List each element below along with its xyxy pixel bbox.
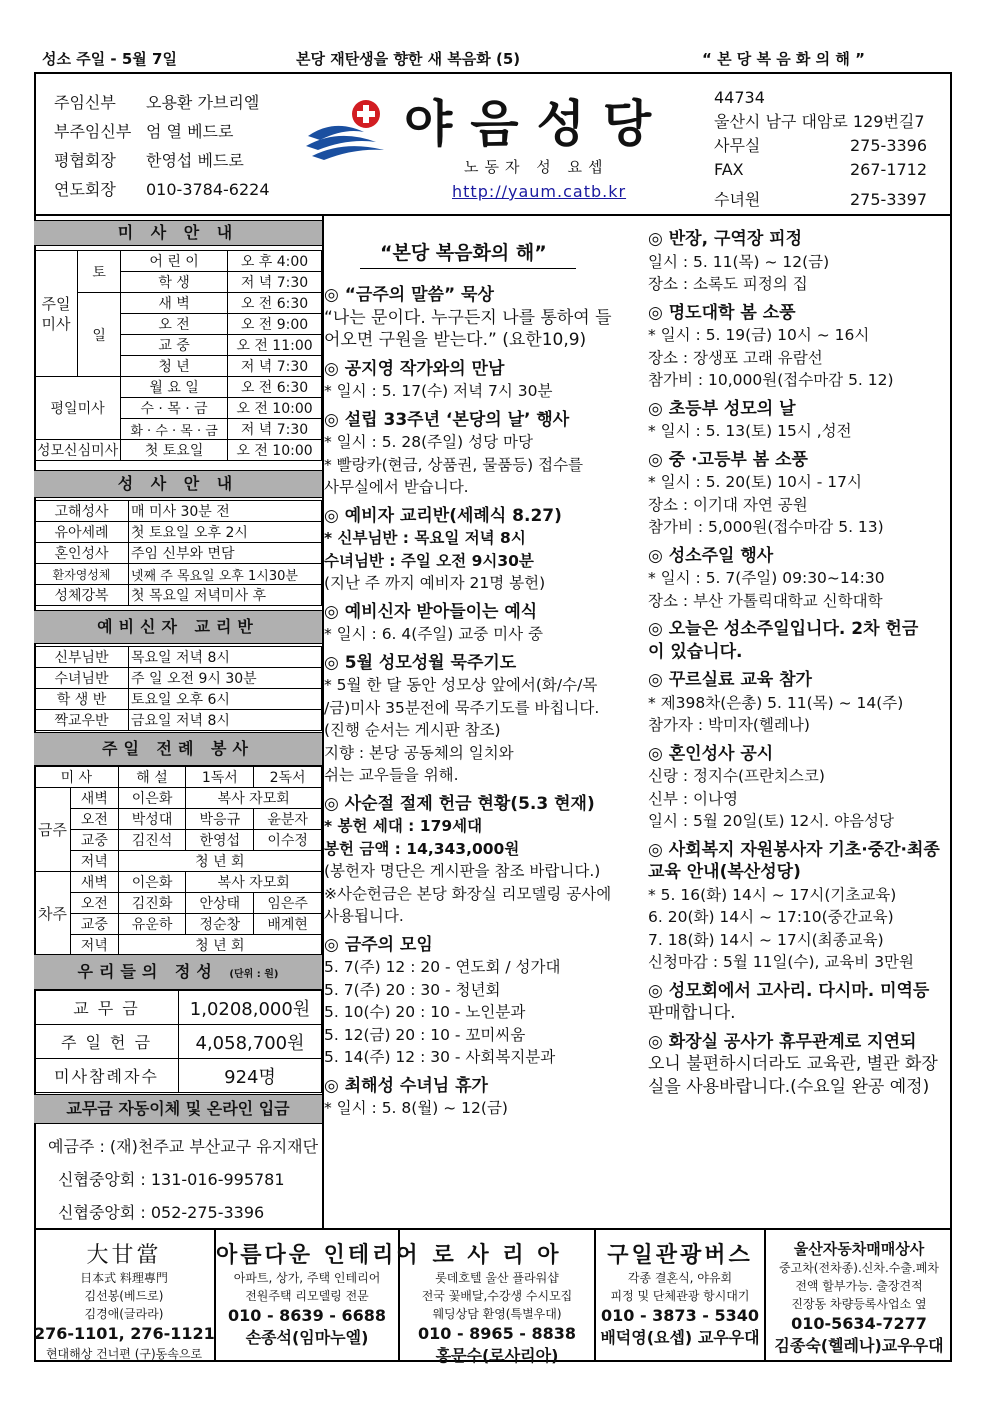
offering-label: 주 일 헌 금 bbox=[35, 1025, 179, 1059]
server: 복사 자모회 bbox=[186, 788, 322, 809]
notice-line: “나는 문이다. 누구든지 나를 통하여 들 bbox=[324, 307, 612, 328]
col-header: 2독서 bbox=[254, 767, 322, 788]
ad-line: 010 - 8965 - 8838 bbox=[417, 1324, 577, 1343]
col-header: 해 설 bbox=[118, 767, 186, 788]
notice-heading: ◎ 명도대학 봄 소풍 bbox=[648, 302, 796, 323]
mass-slot: 교중 bbox=[71, 914, 119, 935]
ad-line: 전액 할부가능. 출장견적 bbox=[795, 1279, 923, 1293]
ad-line: 웨딩상담 환영(특별우대) bbox=[432, 1307, 562, 1321]
notice-line: 일시 : 5월 20일(토) 12시. 야음성당 bbox=[648, 812, 894, 830]
notice-line: 5. 7(주) 20 : 30 - 청년회 bbox=[324, 980, 501, 999]
notice-line: 이 있습니다. bbox=[648, 641, 743, 662]
notice-heading: ◎ 오늘은 성소주일입니다. 2차 헌금 bbox=[648, 619, 919, 639]
server: 한영섭 bbox=[186, 830, 254, 851]
sacrament-name: 성체강복 bbox=[35, 585, 129, 606]
ad-line: 피정 및 단체관광 항시대기 bbox=[610, 1289, 750, 1303]
sunday-label: 일 bbox=[78, 293, 121, 377]
notice-line: * 일시 : 5. 20(토) 10시 - 17시 bbox=[648, 473, 862, 491]
notice-line: * 제398차(은총) 5. 11(목) ~ 14(주) bbox=[648, 693, 904, 712]
staff-row bbox=[54, 146, 270, 175]
mass-name: 학 생 bbox=[121, 272, 228, 293]
mass-name: 월 요 일 bbox=[121, 377, 228, 398]
contact-block bbox=[714, 86, 950, 212]
weekday-mass-label: 평일미사 bbox=[35, 377, 121, 440]
address: 울산시 남구 대암로 129번길7 bbox=[714, 112, 925, 131]
mass-name: 오 전 bbox=[121, 314, 228, 335]
server: 박응규 bbox=[186, 809, 254, 830]
mass-slot: 새벽 bbox=[71, 788, 119, 809]
server: 이은화 bbox=[118, 788, 186, 809]
notice-line: 참가자 : 박미자(헬레나) bbox=[648, 716, 810, 734]
mass-name: 수 · 목 · 금 bbox=[121, 398, 228, 419]
bank-info bbox=[48, 1130, 318, 1229]
year-motto: “ 본 당 복 음 화 의 해 ” bbox=[702, 50, 865, 68]
notice-heading: ◎ 중 ·고등부 봄 소풍 bbox=[648, 449, 808, 470]
notice-line: * 5. 16(화) 14시 ~ 17시(기초교육) bbox=[648, 885, 897, 904]
notice-line: 오니 불편하시더라도 교육관, 별관 화장 bbox=[648, 1054, 938, 1074]
mass-name: 어 린 이 bbox=[121, 251, 228, 272]
notice-line: /금)미사 35분전에 묵주기도를 바칩니다. bbox=[324, 698, 600, 717]
offering-label: 미사참례자수 bbox=[35, 1059, 179, 1093]
sacrament-info: 넷째 주 목요일 오후 1시30분 bbox=[129, 564, 322, 585]
offering-value: 4,058,700원 bbox=[179, 1025, 322, 1059]
notice-line: 장소 : 장생포 고래 유람선 bbox=[648, 348, 823, 367]
sacrament-name: 혼인성사 bbox=[35, 543, 129, 564]
ad-line: 276-1101, 276-1121 bbox=[34, 1324, 215, 1343]
notice-line: (지난 주 까지 예비자 21명 봉헌) bbox=[324, 574, 546, 592]
server: 복사 자모회 bbox=[186, 872, 322, 893]
notice-line: 참가비 : 5,000원(접수마감 5. 13) bbox=[648, 518, 884, 536]
ad-line: 日本式 料理專門 bbox=[80, 1271, 168, 1285]
ad-name: 구일관광버스 bbox=[607, 1243, 753, 1268]
masthead bbox=[34, 72, 952, 216]
server: 윤분자 bbox=[254, 809, 322, 830]
notice-line: 7. 18(화) 14시 ~ 17시(최종교육) bbox=[648, 930, 884, 949]
col-header: 미 사 bbox=[35, 767, 119, 788]
notice-line: 판매합니다. bbox=[648, 1003, 736, 1023]
sacrament-info: 첫 토요일 오후 2시 bbox=[129, 522, 322, 543]
mass-time: 오 후 4:00 bbox=[228, 251, 322, 272]
notice-line: * 빨랑카(현금, 상품권, 물품등) 접수를 bbox=[324, 455, 584, 474]
server: 청 년 회 bbox=[118, 935, 321, 956]
sacraments-heading: 성 사 안 내 bbox=[34, 470, 322, 498]
contact-convent: 수녀원 275-3397 bbox=[714, 190, 928, 209]
mass-time: 저 녁 7:30 bbox=[228, 272, 322, 293]
mass-name: 청 년 bbox=[121, 356, 228, 377]
notice-heading: ◎ 공지영 작가와의 만남 bbox=[324, 358, 505, 379]
sunday-mass-label: 주일미사 bbox=[35, 251, 78, 377]
ad-name: 大甘當 bbox=[86, 1243, 162, 1268]
account-number: 신협중앙회 : 052-275-3396 bbox=[58, 1203, 265, 1222]
notice-line: 신부 : 이나영 bbox=[648, 789, 738, 808]
ad-box bbox=[34, 1230, 216, 1362]
notice-heading: ◎ 혼인성사 공시 bbox=[648, 743, 774, 764]
notice-line: 지향 : 본당 공동체의 일치와 bbox=[324, 743, 514, 762]
ad-box bbox=[400, 1230, 596, 1365]
staff-role: 연도회장 bbox=[54, 180, 116, 199]
notice-line: (진행 순서는 게시판 참조) bbox=[324, 721, 501, 739]
ad-line: 홍문수(로사리아) bbox=[435, 1346, 559, 1365]
notice-line: 6. 20(화) 14시 ~ 17:10(중간교육) bbox=[648, 908, 894, 926]
notice-heading: ◎ 성모회에서 고사리. 다시마. 미역등 bbox=[648, 980, 930, 1001]
notice-heading: ◎ 반장, 구역장 피정 bbox=[648, 229, 803, 249]
issue-date: 성소 주일 - 5월 7일 bbox=[42, 50, 177, 68]
staff-name: 엄 열 베드로 bbox=[146, 122, 234, 141]
ad-line: 전원주택 리모델링 전문 bbox=[245, 1289, 369, 1303]
middle-column bbox=[324, 284, 644, 1120]
ad-line: 진장동 차량등록사업소 옆 bbox=[791, 1297, 927, 1311]
notice-line: 실을 사용바랍니다.(수요일 완공 예정) bbox=[648, 1076, 930, 1097]
next-week-label: 차주 bbox=[35, 872, 71, 956]
col-header: 1독서 bbox=[186, 767, 254, 788]
sacrament-name: 고해성사 bbox=[35, 501, 129, 522]
unit-label: (단위 : 원) bbox=[229, 969, 279, 980]
account-number: 신협중앙회 : 131-016-995781 bbox=[58, 1170, 285, 1189]
offering-heading: 우리들의 정성 (단위 : 원) bbox=[34, 954, 322, 990]
notice-heading: ◎ 설립 33주년 ‘본당의 날’ 행사 bbox=[324, 409, 570, 430]
account-holder: 예금주 : (재)천주교 부산교구 유지재단 bbox=[48, 1137, 319, 1156]
ad-line: 전국 꽃배달,수강생 수시모집 bbox=[421, 1289, 573, 1303]
postal-code: 44734 bbox=[714, 88, 765, 107]
staff-role: 부주임신부 bbox=[54, 122, 132, 141]
staff-name: 오용환 가브리엘 bbox=[146, 93, 260, 112]
server: 배계현 bbox=[254, 914, 322, 935]
mass-time: 오 전 11:00 bbox=[228, 335, 322, 356]
notice-line: 5. 12(금) 20 : 10 - 꼬미씨움 bbox=[324, 1025, 526, 1044]
sacraments-table bbox=[34, 500, 322, 606]
notice-line: 수녀님반 : 주일 오전 9시30분 bbox=[324, 551, 534, 570]
ad-box bbox=[216, 1230, 421, 1362]
liturgy-table bbox=[34, 766, 322, 956]
mass-slot: 교중 bbox=[71, 830, 119, 851]
contact-office: 사무실 275-3396 bbox=[714, 136, 928, 155]
sacrament-info: 매 미사 30분 전 bbox=[129, 501, 322, 522]
this-week-label: 금주 bbox=[35, 788, 71, 872]
notice-heading: ◎ “금주의 말씀” 묵상 bbox=[324, 285, 494, 305]
offering-table bbox=[34, 990, 322, 1093]
notice-line: * 신부님반 : 목요일 저녁 8시 bbox=[324, 529, 526, 547]
class-name: 짝교우반 bbox=[35, 710, 129, 731]
mass-schedule-table bbox=[34, 250, 322, 461]
first-saturday-label: 성모신심미사 bbox=[35, 440, 121, 461]
ad-name: 아름다운 인테리어 bbox=[216, 1243, 421, 1268]
ads-strip bbox=[34, 1228, 952, 1365]
mass-time: 오 전 10:00 bbox=[228, 398, 322, 419]
notice-heading: ◎ 예비자 교리반(세례식 8.27) bbox=[324, 505, 562, 526]
ad-box bbox=[596, 1230, 766, 1362]
class-name: 신부님반 bbox=[35, 647, 129, 668]
catechumen-heading: 예비신자 교리반 bbox=[34, 610, 322, 644]
liturgy-heading: 주일 전례 봉사 bbox=[34, 732, 322, 766]
mass-slot: 새벽 bbox=[71, 872, 119, 893]
ad-box bbox=[766, 1230, 952, 1362]
staff-list bbox=[54, 88, 270, 204]
notice-line: * 일시 : 5. 28(주일) 성당 마당 bbox=[324, 433, 533, 451]
ad-line: 아파트, 상가, 주택 인테리어 bbox=[233, 1271, 381, 1285]
server: 이은화 bbox=[118, 872, 186, 893]
offering-value: 1,0208,000원 bbox=[179, 991, 322, 1025]
mass-name: 새 벽 bbox=[121, 293, 228, 314]
notice-heading: ◎ 금주의 모임 bbox=[324, 934, 433, 955]
catechumen-table bbox=[34, 646, 322, 731]
parish-logo bbox=[304, 84, 694, 204]
server: 유운하 bbox=[118, 914, 186, 935]
notice-line: * 일시 : 5. 17(수) 저녁 7시 30분 bbox=[324, 382, 553, 400]
series-title: 본당 재탄생을 향한 새 복음화 (5) bbox=[296, 50, 521, 68]
ad-line: 중고차(전차종).신차.수출.폐차 bbox=[779, 1261, 939, 1275]
notice-line: 사용됩니다. bbox=[324, 907, 404, 925]
parish-name: 야음성당 bbox=[404, 94, 670, 153]
notice-heading: ◎ 5월 성모성월 묵주기도 bbox=[324, 652, 517, 673]
class-time: 금요일 저녁 8시 bbox=[129, 710, 322, 731]
ad-line: 각종 결혼식, 야유회 bbox=[627, 1271, 733, 1285]
sacrament-name: 환자영성체 bbox=[35, 564, 129, 585]
notice-heading: ◎ 사회복지 자원봉사자 기초·중간·최종 bbox=[648, 839, 940, 860]
notice-line: (봉헌자 명단은 게시판을 참조 바랍니다.) bbox=[324, 862, 601, 880]
staff-role: 주임신부 bbox=[54, 93, 116, 112]
patron-saint: 노동자 성 요셉 bbox=[464, 158, 609, 176]
right-column bbox=[648, 228, 948, 1098]
ad-line: 010 - 8639 - 6688 bbox=[227, 1306, 387, 1325]
notice-line: 쉬는 교우들을 위해. bbox=[324, 766, 459, 784]
notice-line: 장소 : 부산 가톨릭대학교 신학대학 bbox=[648, 591, 883, 610]
ad-line: 배덕영(요셉) 교우우대 bbox=[600, 1328, 760, 1347]
notice-line: 봉헌 금액 : 14,343,000원 bbox=[324, 839, 520, 858]
notice-heading: ◎ 사순절 절제 헌금 현황(5.3 현재) bbox=[324, 793, 595, 814]
staff-row bbox=[54, 117, 270, 146]
notice-heading: ◎ 꾸르실료 교육 참가 bbox=[648, 670, 812, 690]
notice-line: * 일시 : 6. 4(주일) 교중 미사 중 bbox=[324, 625, 543, 643]
mass-slot: 오전 bbox=[71, 893, 119, 914]
offering-label: 교 무 금 bbox=[35, 991, 179, 1025]
server: 정순창 bbox=[186, 914, 254, 935]
class-time: 주 일 오전 9시 30분 bbox=[129, 668, 322, 689]
ad-line: 현대해상 건너편 (구)동속으로 bbox=[45, 1347, 203, 1361]
notice-line: * 일시 : 5. 7(주일) 09:30~14:30 bbox=[648, 569, 885, 587]
server: 이수정 bbox=[254, 830, 322, 851]
class-name: 학 생 반 bbox=[35, 689, 129, 710]
ad-line: 김경애(글라라) bbox=[84, 1307, 164, 1321]
notice-line: * 일시 : 5. 8(월) ~ 12(금) bbox=[324, 1099, 508, 1117]
notice-line: * 봉헌 세대 : 179세대 bbox=[324, 817, 483, 835]
mass-name: 교 중 bbox=[121, 335, 228, 356]
notice-heading: ◎ 화장실 공사가 휴무관계로 지연되 bbox=[648, 1031, 917, 1052]
notice-heading: ◎ 최해성 수녀님 휴가 bbox=[324, 1075, 488, 1096]
notice-line: 일시 : 5. 11(목) ~ 12(금) bbox=[648, 252, 830, 271]
server: 김진석 bbox=[118, 830, 186, 851]
notice-line: 어오면 구원을 받는다.” (요한10,9) bbox=[324, 330, 587, 350]
top-bar bbox=[34, 46, 952, 72]
notice-heading: ◎ 성소주일 행사 bbox=[648, 545, 774, 566]
mass-name: 첫 토요일 bbox=[121, 440, 228, 461]
notice-line: 사무실에서 받습니다. bbox=[324, 478, 469, 496]
server: 김진화 bbox=[118, 893, 186, 914]
mass-slot: 오전 bbox=[71, 809, 119, 830]
ad-line: 롯데호텔 울산 플라워샵 bbox=[435, 1271, 559, 1285]
server: 임은주 bbox=[254, 893, 322, 914]
notice-line: * 일시 : 5. 13(토) 15시 ,성전 bbox=[648, 422, 852, 440]
staff-name: 한영섭 베드로 bbox=[146, 151, 244, 170]
notice-line: 5. 7(주) 12 : 20 - 연도회 / 성가대 bbox=[324, 958, 561, 976]
server: 안상태 bbox=[186, 893, 254, 914]
mass-time: 오 전 10:00 bbox=[228, 440, 322, 461]
notice-line: * 일시 : 5. 19(금) 10시 ~ 16시 bbox=[648, 326, 870, 344]
mass-name: 화 · 수 · 목 · 금 bbox=[121, 419, 228, 440]
sacrament-info: 첫 목요일 저녁미사 후 bbox=[129, 585, 322, 606]
notice-line: 장소 : 이기대 자연 공원 bbox=[648, 495, 808, 514]
class-time: 목요일 저녁 8시 bbox=[129, 647, 322, 668]
staff-name: 010-3784-6224 bbox=[146, 180, 270, 199]
notice-line: 교육 안내(복산성당) bbox=[648, 862, 801, 882]
parish-url-link[interactable]: http://yaum.catb.kr bbox=[452, 182, 627, 201]
notice-line: * 5월 한 달 동안 성모상 앞에서(화/수/목 bbox=[324, 676, 598, 694]
class-time: 토요일 오후 6시 bbox=[129, 689, 322, 710]
notice-line: 5. 10(수) 20 : 10 - 노인분과 bbox=[324, 1003, 526, 1021]
notice-line: 장소 : 소록도 피정의 집 bbox=[648, 275, 808, 293]
staff-row bbox=[54, 175, 270, 204]
class-name: 수녀님반 bbox=[35, 668, 129, 689]
notice-line: 5. 14(주) 12 : 30 - 사회복지분과 bbox=[324, 1048, 556, 1066]
staff-role: 평협회장 bbox=[54, 151, 116, 170]
ad-line: 손종석(임마누엘) bbox=[245, 1328, 369, 1347]
notice-heading: ◎ 예비신자 받아들이는 예식 bbox=[324, 601, 538, 622]
contact-fax: FAX 267-1712 bbox=[714, 160, 928, 179]
staff-row bbox=[54, 88, 270, 117]
ad-name: 로 사 리 아 bbox=[432, 1243, 562, 1268]
left-column bbox=[34, 216, 324, 1228]
parish-emblem-icon bbox=[304, 88, 404, 168]
banner-underline bbox=[360, 268, 576, 269]
mass-slot: 저녁 bbox=[71, 935, 119, 956]
notice-line: 신청마감 : 5월 11일(수), 교육비 3만원 bbox=[648, 953, 915, 971]
ad-line: 010-5634-7277 bbox=[791, 1314, 927, 1333]
ad-line: 010 - 3873 - 5340 bbox=[600, 1306, 760, 1325]
mass-schedule-heading: 미 사 안 내 bbox=[34, 220, 322, 246]
ad-line: 김선봉(베드로) bbox=[84, 1289, 164, 1303]
notice-line: 참가비 : 10,000원(접수마감 5. 12) bbox=[648, 371, 894, 389]
ad-line: 김종숙(헬레나)교우우대 bbox=[774, 1336, 944, 1355]
server: 청 년 회 bbox=[118, 851, 321, 872]
year-banner: “본당 복음화의 해” bbox=[380, 242, 547, 264]
mass-time: 저 녁 7:30 bbox=[228, 419, 322, 440]
mass-time: 저 녁 7:30 bbox=[228, 356, 322, 377]
sacrament-info: 주임 신부와 면담 bbox=[129, 543, 322, 564]
ad-name: 울산자동차매매상사 bbox=[793, 1240, 925, 1258]
saturday-label: 토 bbox=[78, 251, 121, 293]
sacrament-name: 유아세례 bbox=[35, 522, 129, 543]
mass-time: 오 전 9:00 bbox=[228, 314, 322, 335]
transfer-heading: 교무금 자동이체 및 온라인 입금 bbox=[34, 1094, 322, 1124]
offering-value: 924명 bbox=[179, 1059, 322, 1093]
server: 박성대 bbox=[118, 809, 186, 830]
mass-slot: 저녁 bbox=[71, 851, 119, 872]
notice-heading: ◎ 초등부 성모의 날 bbox=[648, 398, 796, 419]
notice-line: ※사순헌금은 본당 화장실 리모델링 공사에 bbox=[324, 884, 612, 903]
notice-line: 신랑 : 정지수(프란치스코) bbox=[648, 767, 825, 785]
mass-time: 오 전 6:30 bbox=[228, 377, 322, 398]
mass-time: 오 전 6:30 bbox=[228, 293, 322, 314]
